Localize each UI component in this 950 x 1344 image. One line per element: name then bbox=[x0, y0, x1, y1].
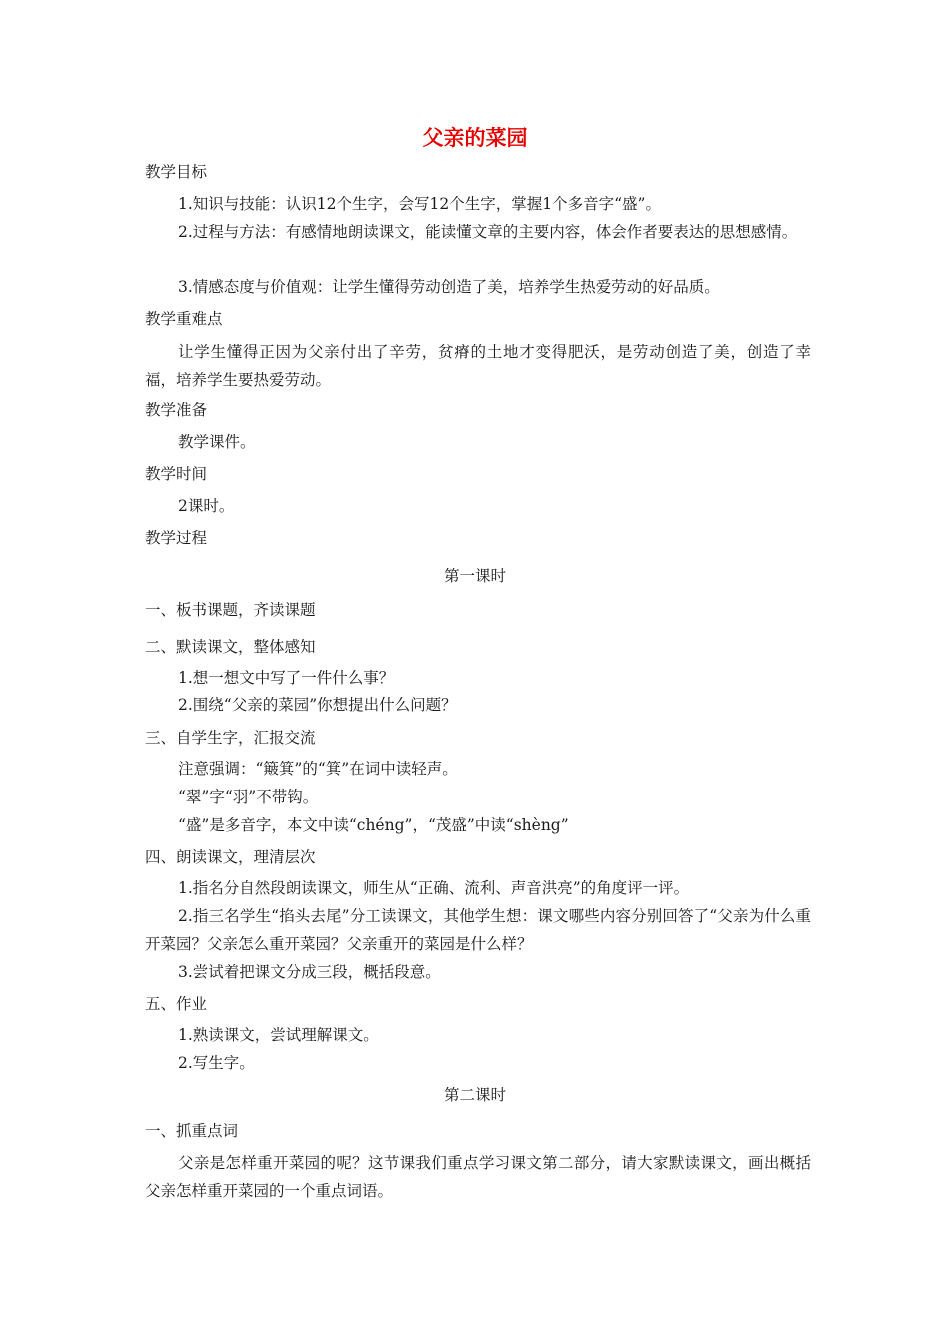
process-heading: 教学过程 bbox=[145, 529, 208, 547]
objective-item: 1.知识与技能：认识12个生字，会写12个生字，掌握1个多音字“盛”。 bbox=[178, 195, 661, 213]
document-title: 父亲的菜园 bbox=[422, 125, 528, 150]
lesson1-title: 第一课时 bbox=[443, 567, 506, 585]
list-item: 注意强调：“簸箕”的“箕”在词中读轻声。 bbox=[178, 760, 458, 778]
preparation-heading: 教学准备 bbox=[145, 401, 208, 419]
list-item: 1.指名分自然段朗读课文，师生从“正确、流利、声音洪亮”的角度评一评。 bbox=[178, 879, 690, 897]
objective-item: 3.情感态度与价值观：让学生懂得劳动创造了美，培养学生热爱劳动的好品质。 bbox=[178, 278, 720, 296]
lesson2-title: 第二课时 bbox=[443, 1086, 506, 1104]
section-paragraph: 父亲是怎样重开菜园的呢？这节课我们重点学习课文第二部分，请大家默读课文，画出概括父亲怎样重开菜园的一个重点词语。 bbox=[145, 1154, 811, 1200]
section-heading: 四、朗读课文，理清层次 bbox=[145, 848, 316, 866]
list-item: 1.熟读课文，尝试理解课文。 bbox=[178, 1026, 379, 1044]
list-item: 3.尝试着把课文分成三段，概括段意。 bbox=[178, 963, 441, 981]
list-item: 2.指三名学生“掐头去尾”分工读课文，其他学生想：课文哪些内容分别回答了“父亲为什么重开菜园？父亲怎么重开菜园？父亲重开的菜园是什么样？ bbox=[145, 907, 811, 953]
key-points-text: 让学生懂得正因为父亲付出了辛劳，贫瘠的土地才变得肥沃，是劳动创造了美，创造了幸福，培养学生要热爱劳动。 bbox=[145, 343, 811, 389]
section-heading: 二、默读课文，整体感知 bbox=[145, 638, 316, 656]
section-heading: 五、作业 bbox=[145, 995, 208, 1013]
preparation-text: 教学课件。 bbox=[178, 433, 256, 451]
section-heading: 一、板书课题，齐读课题 bbox=[145, 601, 316, 619]
section-heading: 三、自学生字，汇报交流 bbox=[145, 729, 316, 747]
section-heading: 一、抓重点词 bbox=[145, 1122, 239, 1140]
key-points-heading: 教学重难点 bbox=[145, 310, 223, 328]
time-text: 2课时。 bbox=[178, 497, 235, 515]
objective-item: 2.过程与方法：有感情地朗读课文，能读懂文章的主要内容，体会作者要表达的思想感情。 bbox=[178, 223, 798, 241]
list-item: “盛”是多音字，本文中读“chéng”，“茂盛”中读“shèng” bbox=[178, 816, 569, 834]
objectives-heading: 教学目标 bbox=[145, 163, 208, 181]
list-item: 2.围绕“父亲的菜园”你想提出什么问题？ bbox=[178, 696, 457, 714]
list-item: 2.写生字。 bbox=[178, 1054, 255, 1072]
list-item: 1.想一想文中写了一件什么事？ bbox=[178, 669, 395, 687]
list-item: “翠”字“羽”不带钩。 bbox=[178, 788, 319, 806]
time-heading: 教学时间 bbox=[145, 465, 208, 483]
